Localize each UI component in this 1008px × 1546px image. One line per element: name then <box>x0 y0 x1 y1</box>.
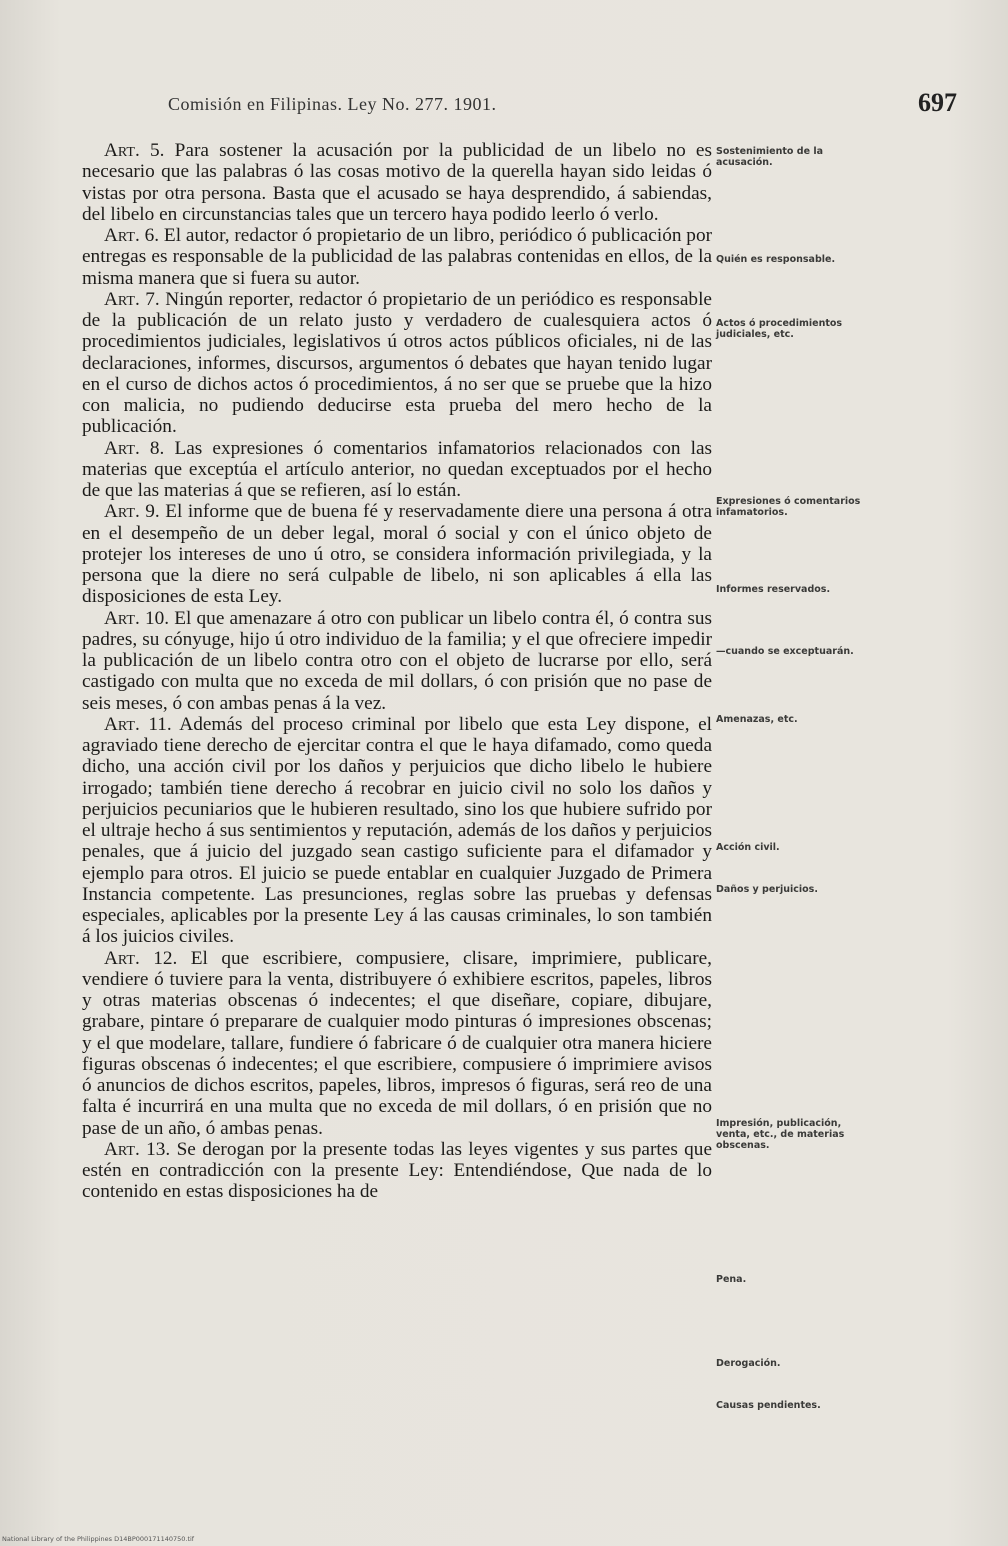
article-text: Las expresiones ó comentarios infamatorios relacionados con las materias que exceptúa el artículo anterior, no quedan exceptuados por el hecho de que las materias á que se refieren, así lo están. <box>82 437 713 501</box>
article-label: Art. 11. <box>104 713 172 735</box>
margin-note-expresiones: Expresiones ó comentarios infamatorios. <box>716 496 861 518</box>
margin-note-danos-perjuicios: Daños y perjuicios. <box>716 884 818 895</box>
article-label: Art. 6. <box>104 225 160 246</box>
article-label: Art. 12. <box>104 947 178 969</box>
article-10 <box>82 608 712 714</box>
article-text: El autor, redactor ó propietario de un libro, periódico ó publicación por entregas es responsable de la publicidad de las palabras contenidas en ellos, de la misma manera que si fuera su autor. <box>82 225 713 289</box>
article-6 <box>82 225 712 289</box>
margin-note-derogacion: Derogación. <box>716 1358 781 1369</box>
article-label: Art. 9. <box>104 501 160 523</box>
article-text: El que escribiere, compusiere, clisare, imprimiere, publicare, vendiere ó tuviere para la venta, distribuyere ó exhibiere escritos, papeles, libros y otras materias obscenas ó indecentes; el que diseñare, copiare, dibujare, grabare, pintare ó preparare de cualquier modo pinturas ó impresiones obscenas; y el que modelare, tallare, fundiere ó fabricare ó de cualquier otra manera hiciere figuras obscenas ó indecentes; el que escribiere, compusiere ó imprimiere avisos ó anuncios de dichos escritos, papeles, libros, impresos ó figuras, será reo de una falta é incurrirá en una multa que no exceda de mil dollars, ó en prisión que no pase de un año, ó ambas penas. <box>82 947 712 1139</box>
margin-note-cuando-exceptuaran: —cuando se exceptuarán. <box>716 646 854 657</box>
article-text: El que amenazare á otro con publicar un libelo contra él, ó contra sus padres, su cónyuge, hijo ú otro individuo de la familia; y el que ofreciere impedir la publicación de un libelo contra otro con el objeto de lucrarse por ello, será castigado con multa que no exceda de mil dollars, ó con prisión que no pase de seis meses, ó con ambas penas á la vez. <box>82 607 712 714</box>
running-head: Comisión en Filipinas. Ley No. 277. 1901. <box>168 94 497 114</box>
margin-note-causas-pendientes: Causas pendientes. <box>716 1400 821 1411</box>
margin-note-amenazas: Amenazas, etc. <box>716 714 798 725</box>
article-text: Se derogan por la presente todas las leyes vigentes y sus partes que estén en contradicción con la presente Ley: Entendiéndose, Que nada de lo contenido en estas disposiciones ha de <box>82 1138 712 1203</box>
margin-note-accion-civil: Acción civil. <box>716 842 780 853</box>
margin-note-informes-reservados: Informes reservados. <box>716 584 831 595</box>
margin-note-quien-responsable: Quién es responsable. <box>716 254 836 265</box>
article-label: Art. 5. <box>104 140 165 161</box>
article-5 <box>82 140 712 225</box>
article-label: Art. 8. <box>104 437 165 459</box>
article-13 <box>82 1139 712 1203</box>
margin-note-actos-judiciales: Actos ó procedimientos judiciales, etc. <box>716 318 843 340</box>
article-text: Además del proceso criminal por libelo que esta Ley dispone, el agraviado tiene derecho de ejercitar contra el que le haya difamado, como queda dicho, una acción civil por los daños y perjuicios que dicho libelo le hubiere irrogado; también tiene derecho á recobrar en juicio civil no solo los daños y perjuicios pecuniarios que le hubieren resultado, sino los que hubiere sufrido por el ultraje hecho á sus sentimientos y reputación, además de los daños y perjuicios penales, que á juicio del juzgado sean castigo suficiente para el difamador y ejemplo para otros. El juicio se puede entablar en cualquier Juzgado de Primera Instancia competente. Las presunciones, reglas sobre las pruebas y defensas especiales, aplicables por la presente Ley á las causas criminales, lo son también á los juicios civiles. <box>82 713 712 948</box>
article-label: Art. 10. <box>104 607 170 629</box>
article-7 <box>82 289 712 438</box>
margin-note-sostenimiento: Sostenimiento de la acusación. <box>716 146 823 168</box>
article-text: Para sostener la acusación por la publicidad de un libelo no es necesario que las palabras ó las cosas motivo de la querella hayan sido leidas ó vistas por otra persona. Basta que el acusado se haya desprendido, á sabiendas, del libelo en circunstancias tales que un tercero haya podido leerlo ó verlo. <box>82 140 712 225</box>
article-12 <box>82 948 712 1139</box>
scan-credit-footer: National Library of the Philippines D14BP000171140750.tif <box>2 1535 195 1543</box>
article-text: Ningún reporter, redactor ó propietario de un periódico es responsable de la publicación de un relato justo y verdadero de cualesquiera actos ó procedimientos judiciales, legislativos ú otros actos públicos oficiales, ni de las declaraciones, informes, discursos, argumentos ó debates que hayan tenido lugar en el curso de dichos actos ó procedimientos, á no ser que se pruebe que la hizo con malicia, no pudiendo deducirse esta prueba del mero hecho de la publicación. <box>82 288 712 438</box>
article-8 <box>82 438 712 502</box>
article-9 <box>82 501 712 607</box>
article-11 <box>82 714 712 948</box>
article-label: Art. 7. <box>104 288 160 310</box>
margin-note-impresion-obscenas: Impresión, publicación, venta, etc., de materias obscenas. <box>716 1118 845 1151</box>
article-text: El informe que de buena fé y reservadamente diere una persona á otra en el desempeño de un deber legal, moral ó social y con el único objeto de protejer los intereses de uno ú otro, se considera información privilegiada, y la persona que la diere no será culpable de libelo, ni son aplicables á ella las disposiciones de esta Ley. <box>82 501 712 608</box>
page-number: 697 <box>918 88 957 117</box>
margin-note-pena: Pena. <box>716 1274 747 1285</box>
article-label: Art. 13. <box>104 1138 171 1160</box>
main-text-column <box>82 140 712 1203</box>
